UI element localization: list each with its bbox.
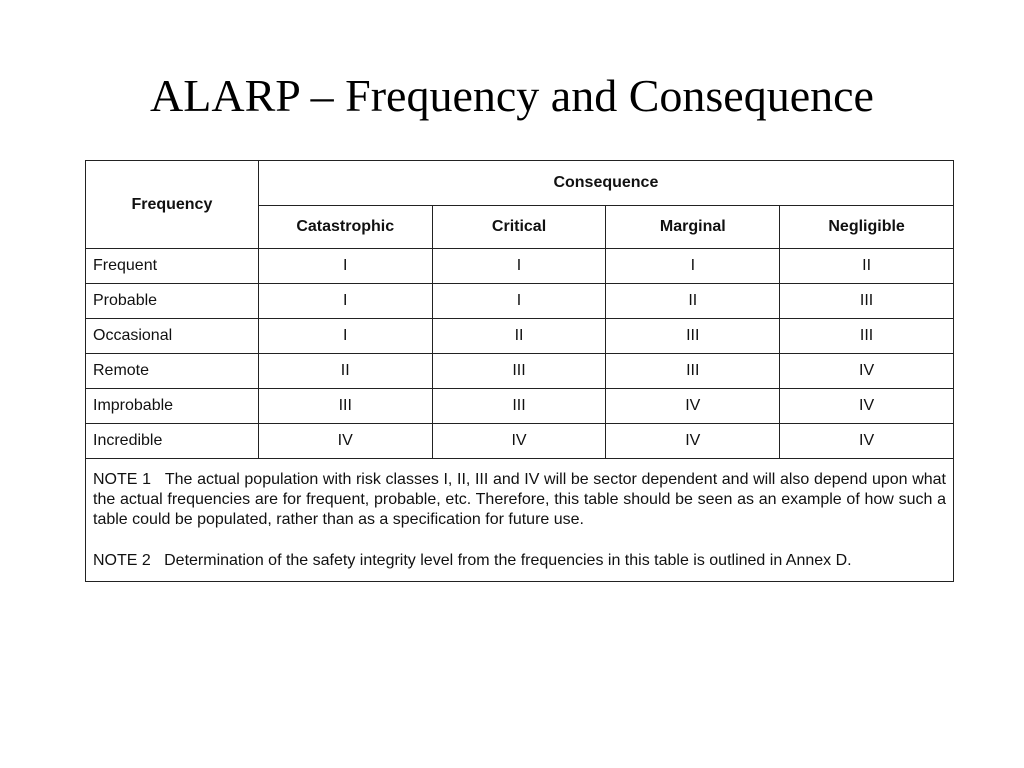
frequency-label: Remote bbox=[86, 354, 259, 389]
risk-class-cell: III bbox=[432, 389, 606, 424]
column-header: Negligible bbox=[780, 206, 954, 249]
risk-class-cell: I bbox=[606, 249, 780, 284]
frequency-header: Frequency bbox=[86, 161, 259, 249]
risk-class-cell: IV bbox=[258, 424, 432, 459]
risk-class-cell: IV bbox=[780, 354, 954, 389]
column-header: Critical bbox=[432, 206, 606, 249]
risk-class-cell: III bbox=[780, 284, 954, 319]
risk-class-cell: I bbox=[432, 249, 606, 284]
risk-class-cell: II bbox=[258, 354, 432, 389]
risk-class-table bbox=[85, 160, 954, 582]
risk-class-cell: III bbox=[606, 319, 780, 354]
risk-class-cell: III bbox=[258, 389, 432, 424]
slide-title: ALARP – Frequency and Consequence bbox=[150, 70, 874, 121]
risk-class-cell: III bbox=[780, 319, 954, 354]
frequency-label: Incredible bbox=[86, 424, 259, 459]
risk-class-cell: I bbox=[258, 249, 432, 284]
risk-class-cell: II bbox=[780, 249, 954, 284]
risk-class-cell: I bbox=[258, 284, 432, 319]
risk-class-cell: IV bbox=[606, 424, 780, 459]
risk-class-cell: IV bbox=[606, 389, 780, 424]
frequency-label: Occasional bbox=[86, 319, 259, 354]
note-1: NOTE 1 The actual population with risk classes I, II, III and IV will be sector dependent and will also depend upon what the actual frequencies are for frequent, probable, etc. Therefore, this table should be seen as an example of how such a table could be populated, rather than as a specification for future use. bbox=[93, 471, 946, 528]
table-notes bbox=[86, 459, 954, 582]
table-row bbox=[86, 424, 954, 459]
table-row bbox=[86, 319, 954, 354]
column-header: Marginal bbox=[606, 206, 780, 249]
table-row bbox=[86, 284, 954, 319]
risk-class-cell: IV bbox=[780, 424, 954, 459]
risk-class-cell: II bbox=[606, 284, 780, 319]
note-2: NOTE 2 Determination of the safety integrity level from the frequencies in this table is outlined in Annex D. bbox=[93, 552, 852, 569]
risk-class-cell: I bbox=[432, 284, 606, 319]
column-header: Catastrophic bbox=[258, 206, 432, 249]
frequency-label: Improbable bbox=[86, 389, 259, 424]
risk-class-cell: I bbox=[258, 319, 432, 354]
table-row bbox=[86, 354, 954, 389]
frequency-label: Frequent bbox=[86, 249, 259, 284]
consequence-header: Consequence bbox=[258, 161, 953, 206]
frequency-label: Probable bbox=[86, 284, 259, 319]
risk-class-cell: III bbox=[432, 354, 606, 389]
table-row bbox=[86, 389, 954, 424]
table-row bbox=[86, 249, 954, 284]
risk-class-cell: IV bbox=[432, 424, 606, 459]
risk-class-cell: III bbox=[606, 354, 780, 389]
risk-class-cell: IV bbox=[780, 389, 954, 424]
risk-class-cell: II bbox=[432, 319, 606, 354]
